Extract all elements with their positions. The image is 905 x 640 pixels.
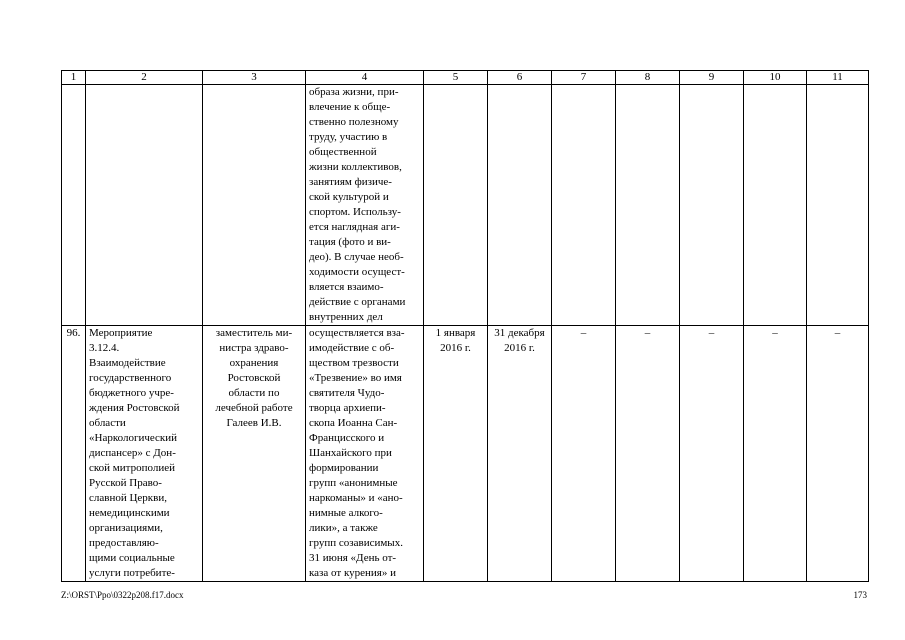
column-header: 9: [680, 71, 744, 85]
column-header: 6: [488, 71, 552, 85]
value-cell: –: [680, 326, 744, 582]
table-cell: [488, 85, 552, 326]
header-row: [62, 71, 869, 85]
end-date: 31 декабря 2016 г.: [488, 326, 552, 582]
table-cell-description: образа жизни, при- влечение к обще- ственно полезному труду, участию в общественной жизни коллективов, занятиям физиче- ской культурой и спортом. Использу- ется наглядная аги- тация (фото и ви- део). В случае необ- ходимости осущест- вляется взаимо- действие с органами внутренних дел: [306, 85, 424, 326]
table-cell: [62, 85, 86, 326]
column-header: 4: [306, 71, 424, 85]
table-cell: [616, 85, 680, 326]
table-cell: [807, 85, 869, 326]
column-header: 5: [424, 71, 488, 85]
table-cell: [203, 85, 306, 326]
column-header: 11: [807, 71, 869, 85]
footer-file-path: Z:\ORST\Ppo\0322p208.f17.docx: [61, 590, 184, 600]
column-header: 10: [744, 71, 807, 85]
table-cell: [424, 85, 488, 326]
event-description: осуществляется вза- имодействие с об- ществом трезвости «Трезвение» во имя святителя Чудо- творца архиепи- скопа Иоанна Сан- Францисского и Шанхайского при формировании групп «анонимные наркоманы» и «ано- нимные алкого- лики», а также групп созависимых. 31 июня «День от- каза от курения» и: [306, 326, 424, 582]
column-header: 1: [62, 71, 86, 85]
value-cell: –: [552, 326, 616, 582]
start-date: 1 января 2016 г.: [424, 326, 488, 582]
table-row-continuation: [62, 85, 869, 326]
column-header: 2: [86, 71, 203, 85]
table-cell: [86, 85, 203, 326]
column-header: 7: [552, 71, 616, 85]
table-cell: [744, 85, 807, 326]
column-header: 8: [616, 71, 680, 85]
table-row-96: [62, 326, 869, 582]
row-number: 96.: [62, 326, 86, 582]
value-cell: –: [744, 326, 807, 582]
table-cell: [552, 85, 616, 326]
document-table: [61, 70, 869, 582]
table-cell: [680, 85, 744, 326]
value-cell: –: [807, 326, 869, 582]
column-header: 3: [203, 71, 306, 85]
value-cell: –: [616, 326, 680, 582]
responsible-person: заместитель ми- нистра здраво- охранения Ростовской области по лечебной работе Галеев И.В.: [203, 326, 306, 582]
event-name: Мероприятие 3.12.4. Взаимодействие государственного бюджетного учре- ждения Ростовской области «Наркологический диспансер» с Дон- ской митрополией Русской Право- славной Церкви, немедицинскими организациями, предоставляю- щими социальные услуги потребите-: [86, 326, 203, 582]
page-number: 173: [853, 590, 867, 600]
